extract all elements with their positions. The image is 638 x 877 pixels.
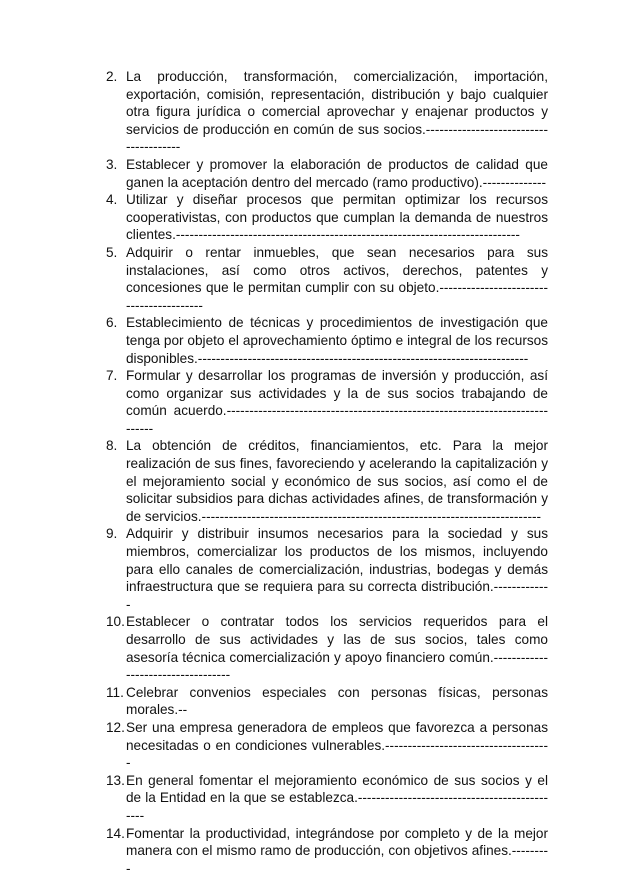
item-text: Establecimiento de técnicas y procedimientos de investigación que tenga por objeto el aprovechamiento óptimo e integral de los recursos disponibles.------------------------------------------------------------------------- <box>126 315 548 366</box>
item-text: En general fomentar el mejoramiento económico de sus socios y el de la Entidad en la que se establezca.---------------------------------------------- <box>126 772 548 823</box>
list-item <box>106 684 548 719</box>
item-text: La obtención de créditos, financiamientos, etc. Para la mejor realización de sus fines, favoreciendo y acelerando la capitalización y el mejoramiento social y económico de sus socios, así como el de solicitar subsidios para dichas actividades afines, de transformación y de servicios.--------------------------------------------------------------------------- <box>126 438 548 524</box>
list-item <box>106 825 548 877</box>
item-text: La producción, transformación, comercialización, importación, exportación, comisión, representación, distribución y bajo cualquier otra figura jurídica o comercial aprovechar y enajenar productos y servicios de producción en común de sus socios.--------------------------------------- <box>126 69 548 155</box>
item-text: Establecer o contratar todos los servicios requeridos para el desarrollo de sus actividades y las de sus socios, tales como asesoría técnica comercialización y apoyo financiero común.----------------------------------- <box>126 614 548 683</box>
item-text: Ser una empresa generadora de empleos que favorezca a personas necesitadas o en condiciones vulnerables.------------------------------------- <box>126 719 548 771</box>
list-item <box>106 68 548 156</box>
item-number: 7. <box>106 368 118 384</box>
list-item <box>106 156 548 191</box>
item-number: 6. <box>106 315 118 331</box>
list-item <box>106 191 548 244</box>
item-number: 2. <box>106 69 118 84</box>
item-number: 11. <box>106 684 124 700</box>
list-item <box>106 613 548 683</box>
item-number: 12. <box>106 719 125 735</box>
item-text: Adquirir y distribuir insumos necesarios para la sociedad y sus miembros, comercializar los productos de los mismos, incluyendo para ello canales de comercialización, industrias, bodegas y demás infraestructura que se requiera para su correcta distribución.------------- <box>126 526 548 612</box>
item-number: 9. <box>106 526 118 542</box>
list-item <box>106 525 548 613</box>
list-item <box>106 719 548 772</box>
item-text: Adquirir o rentar inmuebles, que sean necesarios para sus instalaciones, así como otros activos, derechos, patentes y concesiones que le permitan cumplir con su objeto.----------------------------------------- <box>126 244 548 313</box>
item-number: 8. <box>106 438 118 454</box>
item-text: Celebrar convenios especiales con personas físicas, personas morales.-- <box>126 684 548 718</box>
list-item <box>106 367 548 437</box>
list-item <box>106 772 548 825</box>
item-number: 4. <box>106 192 118 208</box>
item-number: 10. <box>106 614 125 630</box>
item-number: 3. <box>106 156 118 172</box>
objectives-list <box>106 68 548 877</box>
item-number: 5. <box>106 244 118 260</box>
item-text: Establecer y promover la elaboración de productos de calidad que ganen la aceptación dentro del mercado (ramo productivo).-------------- <box>126 156 548 190</box>
item-text: Formular y desarrollar los programas de inversión y producción, así como organizar sus actividades y la de sus socios trabajando de común acuerdo.----------------------------------------------------------------------------- <box>126 368 548 436</box>
list-item <box>106 314 548 367</box>
item-number: 13. <box>106 772 125 788</box>
item-text: Fomentar la productividad, integrándose por completo y de la mejor manera con el mismo ramo de producción, con objetivos afines.--------- <box>126 825 548 876</box>
list-item <box>106 437 548 525</box>
item-number: 14. <box>106 825 125 841</box>
list-item <box>106 244 548 314</box>
item-text: Utilizar y diseñar procesos que permitan optimizar los recursos cooperativistas, con productos que cumplan la demanda de nuestros clientes.---------------------------------------------------------------------------- <box>126 192 548 243</box>
